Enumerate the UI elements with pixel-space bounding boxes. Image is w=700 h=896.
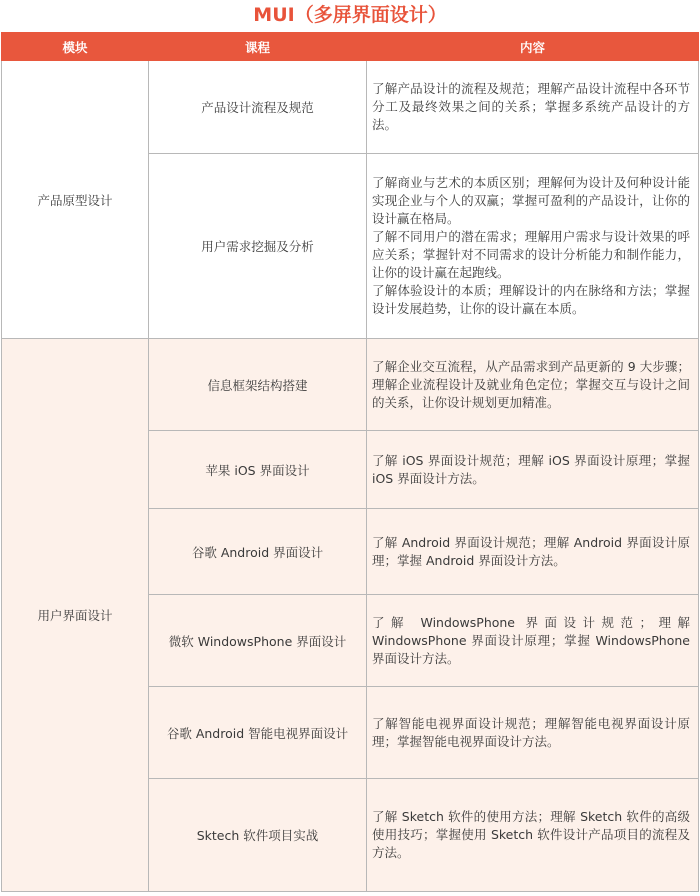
content-line: 了解不同用户的潜在需求；理解用户需求与设计效果的呼应关系；掌握针对不同需求的设计分析能力和制作能力，让你的设计赢在起跑线。 <box>372 229 690 280</box>
content-cell <box>367 339 699 431</box>
content-line: 了解 Android 界面设计规范；理解 Android 界面设计原理；掌握 Android 界面设计方法。 <box>372 534 690 568</box>
content-cell <box>367 61 699 154</box>
content-line: 了解商业与艺术的本质区别；理解何为设计及何种设计能实现企业与个人的双赢；掌握可盈利的产品设计，让你的设计赢在格局。 <box>372 175 690 226</box>
content-cell <box>367 509 699 595</box>
content-cell <box>367 431 699 509</box>
header-course: 课程 <box>149 33 367 61</box>
content-line: 了解产品设计的流程及规范；理解产品设计流程中各环节分工及最终效果之间的关系；掌握多系统产品设计的方法。 <box>372 81 690 132</box>
header-content: 内容 <box>367 33 699 61</box>
module-cell: 产品原型设计 <box>2 61 149 339</box>
group-user-interface <box>2 339 699 892</box>
content-line: 了解企业交互流程，从产品需求到产品更新的 9 大步骤；理解企业流程设计及就业角色定位；掌握交互与设计之间的关系，让你设计规划更加精准。 <box>372 358 690 410</box>
course-cell: 用户需求挖掘及分析 <box>149 154 367 339</box>
group-product-prototype <box>2 61 699 339</box>
page-title: MUI（多屏界面设计） <box>253 4 447 26</box>
content-line: 了解 WindowsPhone 界面设计规范；理解 WindowsPhone 界面设计原理；掌握 WindowsPhone 界面设计方法。 <box>372 614 690 666</box>
content-cell <box>367 687 699 779</box>
course-cell: 苹果 iOS 界面设计 <box>149 431 367 509</box>
course-cell: 谷歌 Android 界面设计 <box>149 509 367 595</box>
course-cell: 信息框架结构搭建 <box>149 339 367 431</box>
content-cell <box>367 154 699 339</box>
content-line: 了解智能电视界面设计规范；理解智能电视界面设计原理；掌握智能电视界面设计方法。 <box>372 715 690 749</box>
content-line: 了解 Sketch 软件的使用方法；理解 Sketch 软件的高级使用技巧；掌握使用 Sketch 软件设计产品项目的流程及方法。 <box>372 809 690 860</box>
module-cell: 用户界面设计 <box>2 339 149 892</box>
course-table <box>1 32 699 892</box>
content-line: 了解 iOS 界面设计规范；理解 iOS 界面设计原理；掌握 iOS 界面设计方法。 <box>372 452 690 486</box>
header-module: 模块 <box>2 33 149 61</box>
table-row <box>2 339 699 431</box>
course-cell: 谷歌 Android 智能电视界面设计 <box>149 687 367 779</box>
table-row <box>2 61 699 154</box>
content-line: 了解体验设计的本质；理解设计的内在脉络和方法；掌握设计发展趋势，让你的设计赢在本质。 <box>372 283 690 316</box>
course-cell: 微软 WindowsPhone 界面设计 <box>149 595 367 687</box>
content-cell <box>367 779 699 892</box>
course-cell: Sktech 软件项目实战 <box>149 779 367 892</box>
course-cell: 产品设计流程及规范 <box>149 61 367 154</box>
content-cell <box>367 595 699 687</box>
table-header-row <box>2 33 699 61</box>
